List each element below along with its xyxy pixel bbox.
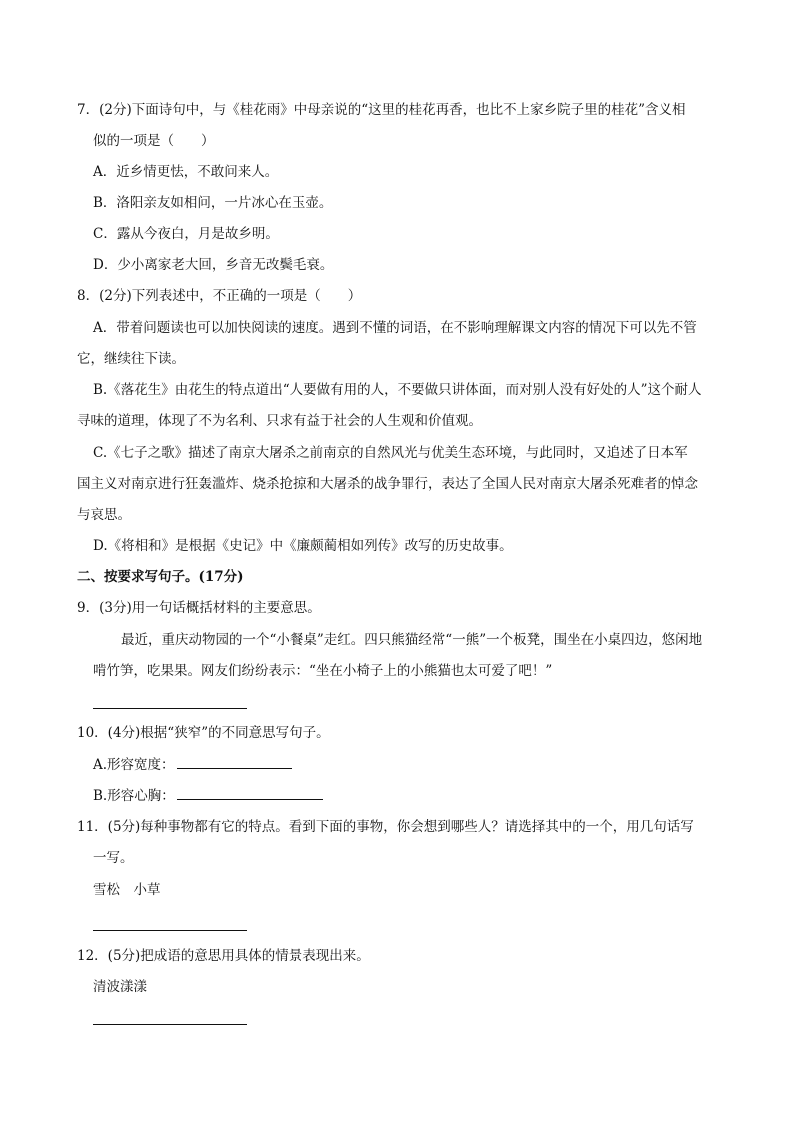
- q7-option-a: A．近乡情更怯，不敢问来人。: [93, 164, 279, 180]
- q12-stem: 12．(5分)把成语的意思用具体的情景表现出来。: [77, 948, 370, 964]
- q8-stem: 8．(2分)下列表述中，不正确的一项是（ ）: [77, 288, 362, 304]
- q11-answer-line[interactable]: [93, 930, 247, 931]
- q7-option-c: C．露从今夜白，月是故乡明。: [93, 226, 279, 242]
- q10-stem: 10．(4分)根据“狭窄”的不同意思写句子。: [77, 725, 330, 741]
- q7-stem-line1: 7．(2分)下面诗句中，与《桂花雨》中母亲说的“这里的桂花再香，也比不上家乡院子里的桂花”含义相: [77, 102, 686, 118]
- q11-stem-line2: 一写。: [93, 850, 134, 866]
- q8-option-c-line2: 国主义对南京进行狂轰滥炸、烧杀抢掠和大屠杀的战争罪行，表达了全国人民对南京大屠杀死难者的悼念: [77, 476, 698, 492]
- q10-a-answer-line[interactable]: [177, 756, 292, 769]
- q7-stem-line2: 似的一项是（ ）: [93, 133, 215, 149]
- q9-material-line2: 啃竹笋，吃果果。网友们纷纷表示：“坐在小椅子上的小熊猫也太可爱了吧！”: [93, 663, 553, 679]
- q8-option-c-line1: C.《七子之歌》描述了南京大屠杀之前南京的自然风光与优美生态环境，与此同时，又追述了日本军: [93, 445, 688, 461]
- q8-option-c-line3: 与哀思。: [77, 507, 131, 523]
- q8-option-d: D.《将相和》是根据《史记》中《廉颇蔺相如列传》改写的历史故事。: [93, 538, 513, 554]
- q8-option-a-line1: A．带着问题读也可以加快阅读的速度。遇到不懂的词语，在不影响理解课文内容的情况下可以先不管: [93, 320, 697, 336]
- q7-option-b: B．洛阳亲友如相问，一片冰心在玉壶。: [93, 195, 333, 211]
- q10-item-b-label: B.形容心胸：: [93, 788, 175, 804]
- q7-option-d: D．少小离家老大回，乡音无改鬓毛衰。: [93, 257, 334, 273]
- q10-item-a: [93, 755, 292, 775]
- q8-option-b-line2: 寻味的道理，体现了不为名利、只求有益于社会的人生观和价值观。: [77, 413, 482, 429]
- q8-option-b-line1: B.《落花生》由花生的特点道出“人要做有用的人，不要做只讲体面，而对别人没有好处的人”这个耐人: [93, 382, 702, 398]
- q12-answer-line[interactable]: [93, 1024, 247, 1025]
- q8-option-a-line2: 它，继续往下读。: [77, 351, 185, 367]
- q11-items: 雪松 小草: [93, 882, 161, 898]
- q9-stem: 9．(3分)用一句话概括材料的主要意思。: [77, 600, 321, 616]
- q9-answer-line[interactable]: [93, 708, 247, 709]
- q10-b-answer-line[interactable]: [177, 787, 323, 800]
- q10-item-a-label: A.形容宽度：: [93, 757, 175, 773]
- q9-material-line1: 最近，重庆动物园的一个“小餐桌”走红。四只熊猫经常“一熊”一个板凳，围坐在小桌四边，悠闲地: [121, 632, 703, 648]
- q12-idiom: 清波漾漾: [93, 979, 147, 995]
- section-heading: 二、按要求写句子。(17分): [77, 569, 244, 585]
- q11-stem-line1: 11．(5分)每种事物都有它的特点。看到下面的事物，你会想到哪些人？请选择其中的一个，用几句话写: [77, 819, 694, 835]
- q10-item-b: [93, 786, 323, 806]
